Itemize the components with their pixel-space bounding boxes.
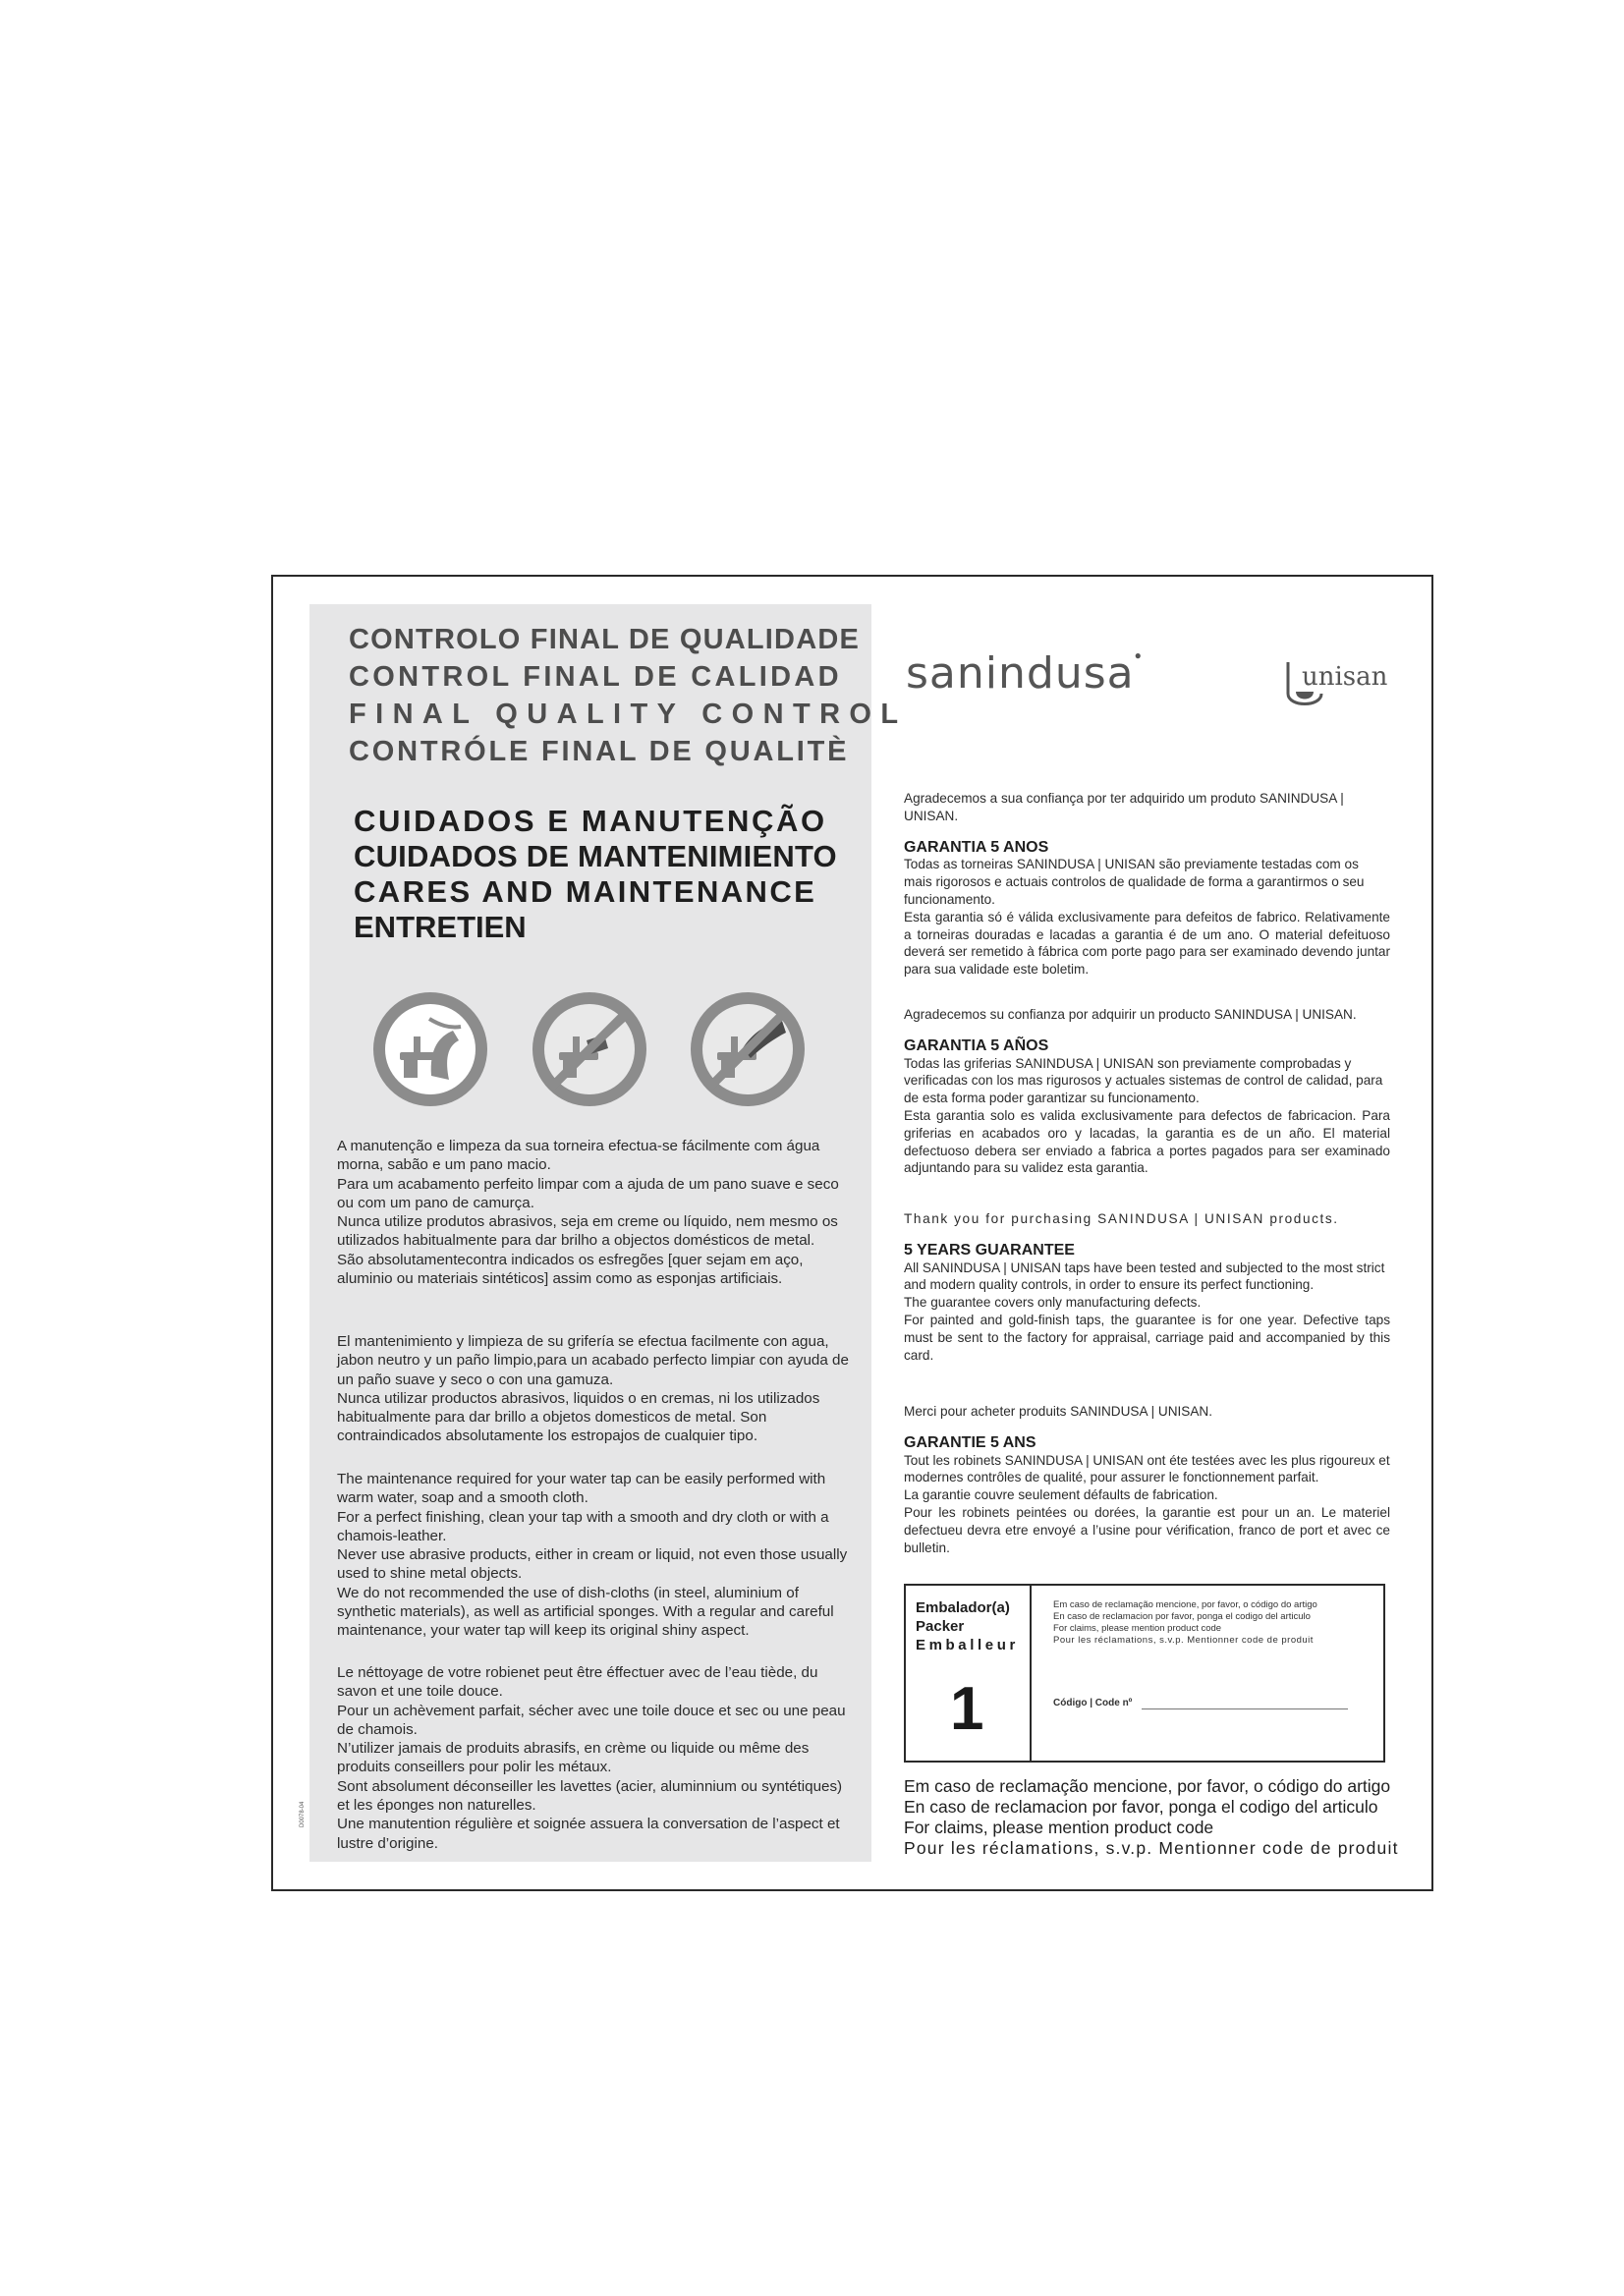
document-id: D0078-04 xyxy=(300,1801,306,1827)
product-code-field[interactable] xyxy=(1142,1708,1348,1709)
care-title-en: CARES AND MAINTENANCE xyxy=(354,874,817,909)
prohibited-sponge-icon xyxy=(688,989,808,1109)
packer-label-en: Packer xyxy=(916,1618,965,1635)
claim-note-pt: Em caso de reclamação mencione, por favor, o código do artigo xyxy=(1053,1599,1317,1610)
care-title-es: CUIDADOS DE MANTENIMIENTO xyxy=(354,839,837,873)
packer-box xyxy=(904,1584,1385,1763)
qc-title-pt: CONTROLO FINAL DE QUALIDADE xyxy=(349,624,861,655)
warranty-pt: Agradecemos a sua confiança por ter adquirido um produto SANINDUSA | UNISAN. GARANTIA 5 ANOS Todas as torneiras SANINDUSA | UNISAN são previamente testadas com os mais rigorosos e actuais controlos de qualidade de forma a garantirmos o seu funcionamento. Esta garantia só é válida exclusivamente para defeitos de fabrico. Relativamente a torneiras douradas e lacadas a garantia é de um ano. O material defeituoso deverá ser remetido à fábrica com porte pago para ser examinado devendo juntar para sua validade este boletim. xyxy=(904,791,1390,978)
prohibited-brush-icon xyxy=(530,989,649,1109)
warranty-en: Thank you for purchasing SANINDUSA | UNISAN products. 5 YEARS GUARANTEE All SANINDUSA | UNISAN taps have been tested and subjected to the most strict and modern quality controls, in order to ensure its perfect functioning. The guarantee covers only manufacturing defects. For painted and gold-finish taps, the guarantee is for one year. Defective taps must be sent to the factory for appraisal, carriage paid and accompanied by this card. xyxy=(904,1211,1390,1363)
claim-line-fr: Pour les réclamations, s.v.p. Mentionner code de produit xyxy=(904,1838,1399,1858)
claim-line-pt: Em caso de reclamação mencione, por favor, o código do artigo xyxy=(904,1776,1391,1796)
product-code-label: Código | Code nº xyxy=(1053,1698,1133,1708)
claim-note-fr: Pour les réclamations, s.v.p. Mentionner code de produit xyxy=(1053,1635,1314,1646)
warranty-es: Agradecemos su confianza por adquirir un producto SANINDUSA | UNISAN. GARANTIA 5 AÑOS Todas las griferias SANINDUSA | UNISAN son previamente comprobadas y verificadas con los mas rigurosos y actuales sistemas de control de calidad, para de esta forma poder garantizar su funcionamento. Esta garantia solo es valida exclusivamente para defectos de fabricacion. Para griferias en acabados oro y lacadas, la garantia es de un año. El material defectuoso debera ser enviado a fabrica a portes pagados para ser examinado adjuntando para su validez esta garantia. xyxy=(904,1007,1390,1176)
claim-note-es: En caso de reclamacion por favor, ponga el codigo del articulo xyxy=(1053,1611,1311,1622)
care-title-fr: ENTRETIEN xyxy=(354,910,527,944)
packer-label-fr: Emballeur xyxy=(916,1637,1019,1653)
care-text-es: El mantenimiento y limpieza de su grifería se efectua facilmente con agua, jabon neutro y un paño limpio,para un acabado perfecto limpiar con ayuda de un paño suave y seco o con una gamuza. Nunca utilizar productos abrasivos, liquidos o en cremas, ni los utilizados habitualmente para dar brillo a objetos domesticos de metal. Son contraindicados absolutamente los estropajos de cualquier tipo. xyxy=(337,1333,849,1445)
packer-label-cell xyxy=(906,1586,1032,1761)
claim-notes xyxy=(904,1776,1399,1859)
claim-line-es: En caso de reclamacion por favor, ponga el codigo del articulo xyxy=(904,1797,1378,1817)
claim-note-en: For claims, please mention product code xyxy=(1053,1623,1222,1634)
qc-title-fr: CONTRÓLE FINAL DE QUALITÈ xyxy=(349,736,850,767)
allowed-cloth-icon xyxy=(370,989,490,1109)
warranty-fr: Merci pour acheter produits SANINDUSA | UNISAN. GARANTIE 5 ANS Tout les robinets SANINDUSA | UNISAN ont éte testées avec les plus rigoureux et modernes contrôles de qualité, pour assurer le fonctionnement parfait. La garantie couvre seulement défaults de fabrication. Pour les robinets peintées ou dorées, la garantie est pour un an. Le materiel defectueu devra etre envoyé a l’usine pour vérification, franco de port et avec ce bulletin. xyxy=(904,1404,1390,1555)
qc-title-en: FINAL QUALITY CONTROL xyxy=(349,699,908,730)
care-text-en: The maintenance required for your water tap can be easily performed with warm water, soap and a smooth cloth. For a perfect finishing, clean your tap with a smooth and dry cloth or with a chamois-leather. Never use abrasive products, either in cream or liquid, not even those usually used to shine metal objects. We do not recommended the use of dish-cloths (in steel, aluminium of synthetic materials), as well as artificial sponges. With a regular and careful maintenance, your water tap will keep its original shiny aspect. xyxy=(337,1471,848,1640)
packer-label-pt: Embalador(a) xyxy=(916,1599,1010,1616)
care-icons xyxy=(370,989,812,1117)
qc-title-es: CONTROL FINAL DE CALIDAD xyxy=(349,661,842,693)
care-text-pt: A manutenção e limpeza da sua torneira efectua-se fácilmente com água morna, sabão e um pano macio. Para um acabamento perfeito limpar com a ajuda de um pano suave e seco ou com um pano de camurça. Nunca utilize produtos abrasivos, seja em creme ou líquido, nem mesmo os utilizados habitualmente para dar brilho a objectos domésticos de metal. São absolutamentecontra indicados os esfregões [quer sejam em aço, aluminio ou materiais sintéticos] assim como as esponjas artificiais. xyxy=(337,1138,839,1288)
care-text-fr: Le néttoyage de votre robienet peut être éffectuer avec de l’eau tiède, du savon et une toile douce. Pour un achèvement parfait, sécher avec une toile douce et sec ou une peau de chamois. N’utilizer jamais de produits abrasifs, en crème ou liquide ou même des produits conseillers pour polir les métaux. Sont absolument déconseiller les lavettes (acier, aluminnium ou syntétiques) et les éponges non naturelles. Une manutention régulière et soignée assuera la conversation de l’aspect et lustre d’origine. xyxy=(337,1664,846,1852)
care-title-pt: CUIDADOS E MANUTENÇÃO xyxy=(354,804,827,838)
maintenance-panel xyxy=(300,604,908,1862)
packer-number: 1 xyxy=(950,1675,984,1743)
claim-line-en: For claims, please mention product code xyxy=(904,1818,1214,1837)
sanindusa-logo: sanindusa● xyxy=(906,648,1142,699)
